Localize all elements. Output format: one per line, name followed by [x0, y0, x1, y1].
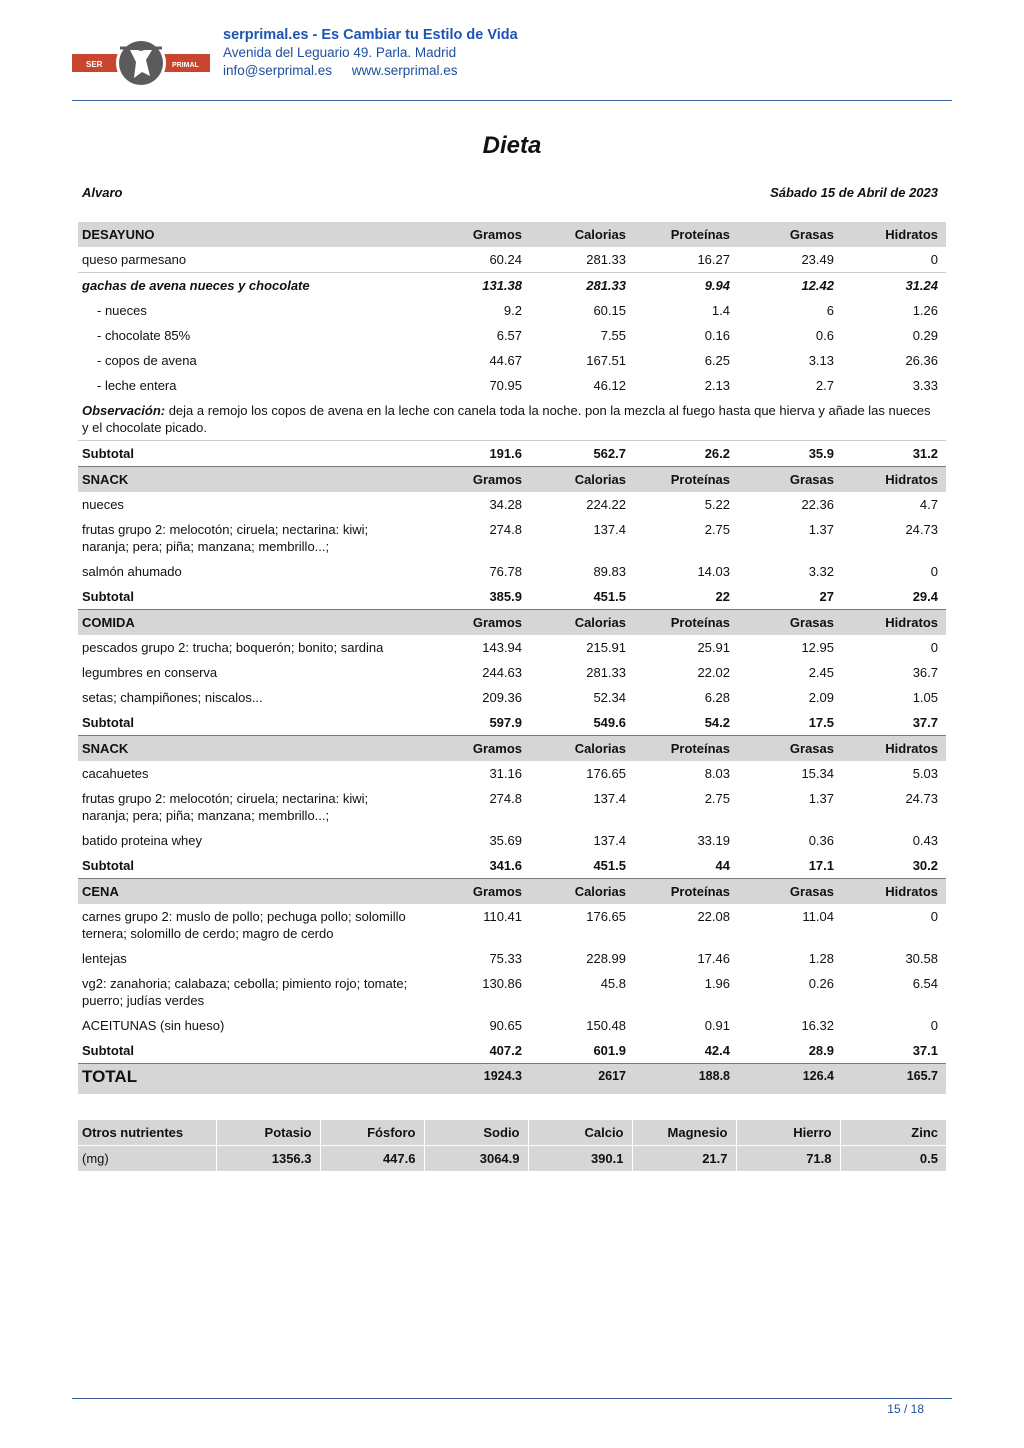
- food-value: 0.91: [704, 1018, 730, 1033]
- subtotal-value: 37.1: [842, 1038, 946, 1064]
- recipe-value: 9.94: [634, 273, 738, 299]
- ingredient-value: 167.51: [586, 353, 626, 368]
- ingredient-value: 9.2: [503, 303, 522, 318]
- subtotal-value: 44: [634, 853, 738, 879]
- column-header: Grasas: [738, 467, 842, 493]
- column-header: Grasas: [738, 736, 842, 762]
- ingredient-name: - nueces: [97, 303, 147, 318]
- column-header: Hidratos: [842, 467, 946, 493]
- diet-table: [78, 222, 946, 1094]
- meal-name: CENA: [78, 879, 426, 905]
- food-row: [78, 786, 946, 828]
- food-name: carnes grupo 2: muslo de pollo; pechuga pollo; solomillo ternera; solomillo de cerdo; magro de cerdo: [82, 909, 406, 941]
- ingredient-value: 1.26: [912, 303, 938, 318]
- food-value: 1.28: [808, 951, 834, 966]
- column-header: Gramos: [426, 736, 530, 762]
- nutrient-header-zinc: Zinc: [840, 1120, 946, 1146]
- ingredient-name: - copos de avena: [97, 353, 197, 368]
- food-name: cacahuetes: [82, 766, 149, 781]
- observation-row: [78, 398, 946, 441]
- ingredient-value: 1.4: [711, 303, 730, 318]
- subtotal-value: 35.9: [738, 441, 842, 467]
- food-name: ACEITUNAS (sin hueso): [82, 1018, 225, 1033]
- food-name: salmón ahumado: [82, 564, 182, 579]
- subtotal-value: 28.9: [738, 1038, 842, 1064]
- food-row: [78, 946, 946, 971]
- food-value: 12.95: [801, 640, 834, 655]
- client-name: Alvaro: [82, 185, 123, 200]
- ingredient-value: 2.7: [815, 378, 834, 393]
- subtotal-value: 27: [738, 584, 842, 610]
- food-value: 3.32: [808, 564, 834, 579]
- footer-divider: [72, 1398, 952, 1399]
- subtotal-value: 29.4: [842, 584, 946, 610]
- nutrient-value-fosforo: 447.6: [320, 1146, 424, 1172]
- food-value: 209.36: [482, 690, 522, 705]
- subtotal-label: Subtotal: [78, 441, 426, 467]
- food-value: 60.24: [489, 252, 522, 267]
- serprimal-logo: [72, 32, 210, 92]
- food-value: 215.91: [586, 640, 626, 655]
- diet-table-body: [78, 222, 946, 1094]
- subtotal-label: Subtotal: [78, 710, 426, 736]
- recipe-row: [78, 273, 946, 299]
- subtotal-value: 549.6: [530, 710, 634, 736]
- food-value: 14.03: [697, 564, 730, 579]
- food-value: 244.63: [482, 665, 522, 680]
- ingredient-value: 6.57: [496, 328, 522, 343]
- company-website[interactable]: www.serprimal.es: [351, 63, 458, 78]
- food-value: 16.27: [697, 252, 730, 267]
- subtotal-value: 26.2: [634, 441, 738, 467]
- food-value: 2.75: [704, 522, 730, 537]
- column-header: Proteínas: [634, 467, 738, 493]
- subtotal-row: [78, 584, 946, 610]
- nutrient-header-potasio: Potasio: [216, 1120, 320, 1146]
- observation-text: deja a remojo los copos de avena en la leche con canela toda la noche. pon la mezcla al fuego hasta que hierva y añade las nueces y el chocolate picado.: [82, 403, 931, 435]
- food-value: 52.34: [593, 690, 626, 705]
- meal-header-row: [78, 879, 946, 905]
- header-divider: [72, 100, 952, 101]
- food-value: 15.34: [801, 766, 834, 781]
- food-name: lentejas: [82, 951, 127, 966]
- subtotal-value: 385.9: [426, 584, 530, 610]
- food-value: 11.04: [802, 909, 834, 924]
- column-header: Hidratos: [842, 222, 946, 247]
- recipe-name: gachas de avena nueces y chocolate: [78, 273, 426, 299]
- nutrient-header-magnesio: Magnesio: [632, 1120, 736, 1146]
- subtotal-value: 601.9: [530, 1038, 634, 1064]
- page-number: 15 / 18: [887, 1402, 924, 1416]
- ingredient-value: 26.36: [905, 353, 938, 368]
- food-row: [78, 660, 946, 685]
- nutrients-header-row: [78, 1120, 946, 1146]
- food-value: 281.33: [586, 665, 626, 680]
- column-header: Calorias: [530, 879, 634, 905]
- company-email[interactable]: info@serprimal.es: [223, 63, 332, 78]
- food-value: 89.83: [593, 564, 626, 579]
- ingredient-value: 0.16: [704, 328, 730, 343]
- food-row: [78, 904, 946, 946]
- nutrients-unit: (mg): [78, 1146, 216, 1172]
- food-value: 90.65: [489, 1018, 522, 1033]
- ingredient-value: 6.25: [704, 353, 730, 368]
- food-value: 143.94: [482, 640, 522, 655]
- nutrient-value-sodio: 3064.9: [424, 1146, 528, 1172]
- recipe-value: 31.24: [842, 273, 946, 299]
- food-value: 137.4: [593, 833, 626, 848]
- column-header: Calorias: [530, 736, 634, 762]
- recipe-value: 281.33: [530, 273, 634, 299]
- company-contact: [223, 62, 518, 80]
- food-value: 17.46: [697, 951, 730, 966]
- total-value: 188.8: [634, 1064, 738, 1095]
- logo-text-right: PRIMAL: [172, 62, 199, 69]
- subtotal-value: 17.5: [738, 710, 842, 736]
- nutrient-header-sodio: Sodio: [424, 1120, 528, 1146]
- food-row: [78, 247, 946, 273]
- meal-name: COMIDA: [78, 610, 426, 636]
- food-value: 24.73: [905, 522, 938, 537]
- food-name: legumbres en conserva: [82, 665, 218, 680]
- nutrients-values-row: [78, 1146, 946, 1172]
- food-value: 0: [930, 909, 938, 924]
- company-name: serprimal.es - Es Cambiar tu Estilo de Vida: [223, 27, 518, 43]
- food-name: batido proteina whey: [82, 833, 202, 848]
- food-name: queso parmesano: [82, 252, 187, 267]
- column-header: Hidratos: [842, 736, 946, 762]
- food-value: 4.7: [919, 497, 938, 512]
- subtotal-row: [78, 853, 946, 879]
- company-info: [223, 26, 518, 80]
- food-value: 150.48: [586, 1018, 626, 1033]
- food-value: 0: [930, 1018, 938, 1033]
- food-row: [78, 635, 946, 660]
- food-name: setas; champiñones; niscalos...: [82, 690, 263, 705]
- food-value: 6.28: [704, 690, 730, 705]
- nutrient-value-potasio: 1356.3: [216, 1146, 320, 1172]
- subtotal-value: 31.2: [842, 441, 946, 467]
- food-value: 30.58: [905, 951, 938, 966]
- column-header: Grasas: [738, 222, 842, 247]
- food-value: 33.19: [697, 833, 730, 848]
- nutrient-header-fosforo: Fósforo: [320, 1120, 424, 1146]
- nutrient-value-hierro: 71.8: [736, 1146, 840, 1172]
- subtotal-value: 22: [634, 584, 738, 610]
- column-header: Proteínas: [634, 736, 738, 762]
- column-header: Hidratos: [842, 610, 946, 636]
- food-value: 45.8: [600, 976, 626, 991]
- column-header: Calorias: [530, 610, 634, 636]
- food-value: 274.8: [489, 522, 522, 537]
- subtotal-value: 37.7: [842, 710, 946, 736]
- food-value: 34.28: [489, 497, 522, 512]
- food-value: 2.09: [808, 690, 834, 705]
- column-header: Gramos: [426, 222, 530, 247]
- food-value: 35.69: [489, 833, 522, 848]
- nutrient-header-calcio: Calcio: [528, 1120, 632, 1146]
- ingredient-row: [78, 298, 946, 323]
- ingredient-value: 2.13: [704, 378, 730, 393]
- subtotal-value: 30.2: [842, 853, 946, 879]
- subtotal-label: Subtotal: [78, 853, 426, 879]
- page-title: Dieta: [482, 132, 542, 159]
- food-row: [78, 761, 946, 786]
- food-value: 1.37: [808, 522, 834, 537]
- subtotal-value: 341.6: [426, 853, 530, 879]
- food-value: 8.03: [704, 766, 730, 781]
- food-row: [78, 828, 946, 853]
- total-value: 1924.3: [426, 1064, 530, 1095]
- food-value: 24.73: [905, 791, 938, 806]
- subtotal-row: [78, 710, 946, 736]
- ingredient-value: 60.15: [593, 303, 626, 318]
- subtotal-value: 191.6: [426, 441, 530, 467]
- food-value: 176.65: [586, 766, 626, 781]
- meal-header-row: [78, 736, 946, 762]
- food-row: [78, 685, 946, 710]
- observation: [78, 398, 946, 441]
- column-header: Gramos: [426, 467, 530, 493]
- nutrient-value-zinc: 0.5: [840, 1146, 946, 1172]
- company-address: Avenida del Leguario 49. Parla. Madrid: [223, 45, 457, 60]
- ingredient-name: - leche entera: [97, 378, 177, 393]
- meal-header-row: [78, 222, 946, 247]
- food-value: 0: [930, 252, 938, 267]
- nutrient-value-magnesio: 21.7: [632, 1146, 736, 1172]
- food-value: 281.33: [586, 252, 626, 267]
- food-value: 22.02: [697, 665, 730, 680]
- food-value: 1.37: [808, 791, 834, 806]
- food-row: [78, 517, 946, 559]
- food-row: [78, 492, 946, 517]
- food-name: vg2: zanahoria; calabaza; cebolla; pimiento rojo; tomate; puerro; judías verdes: [82, 976, 408, 1008]
- meal-header-row: [78, 467, 946, 493]
- ingredient-value: 0.6: [815, 328, 834, 343]
- food-value: 22.36: [801, 497, 834, 512]
- other-nutrients-table: [78, 1120, 946, 1171]
- meal-header-row: [78, 610, 946, 636]
- total-label: TOTAL: [78, 1064, 426, 1095]
- column-header: Grasas: [738, 610, 842, 636]
- food-value: 0.43: [912, 833, 938, 848]
- ingredient-value: 6: [826, 303, 834, 318]
- food-value: 1.05: [912, 690, 938, 705]
- food-value: 76.78: [489, 564, 522, 579]
- subtotal-value: 597.9: [426, 710, 530, 736]
- nutrients-header-label: Otros nutrientes: [78, 1120, 216, 1146]
- food-value: 2.75: [704, 791, 730, 806]
- column-header: Gramos: [426, 879, 530, 905]
- subtotal-value: 407.2: [426, 1038, 530, 1064]
- nutrient-value-calcio: 390.1: [528, 1146, 632, 1172]
- column-header: Calorias: [530, 467, 634, 493]
- food-value: 0: [930, 640, 938, 655]
- column-header: Proteínas: [634, 222, 738, 247]
- ingredient-value: 70.95: [489, 378, 522, 393]
- total-value: 2617: [530, 1064, 634, 1095]
- page-header: [72, 26, 952, 100]
- food-value: 23.49: [801, 252, 834, 267]
- food-value: 110.41: [483, 909, 522, 924]
- food-value: 22.08: [697, 909, 730, 924]
- column-header: Proteínas: [634, 610, 738, 636]
- ingredient-value: 0.29: [912, 328, 938, 343]
- food-value: 228.99: [586, 951, 626, 966]
- food-value: 36.7: [912, 665, 938, 680]
- subtotal-label: Subtotal: [78, 1038, 426, 1064]
- meal-name: SNACK: [78, 736, 426, 762]
- subtotal-value: 451.5: [530, 853, 634, 879]
- food-value: 130.86: [482, 976, 522, 991]
- meal-name: SNACK: [78, 467, 426, 493]
- ingredient-row: [78, 323, 946, 348]
- ingredient-name: - chocolate 85%: [97, 328, 191, 343]
- column-header: Calorias: [530, 222, 634, 247]
- total-value: 165.7: [842, 1064, 946, 1095]
- recipe-value: 131.38: [426, 273, 530, 299]
- subtotal-value: 54.2: [634, 710, 738, 736]
- ingredient-value: 46.12: [593, 378, 626, 393]
- food-value: 137.4: [593, 791, 626, 806]
- subtotal-value: 451.5: [530, 584, 634, 610]
- food-value: 0: [930, 564, 938, 579]
- food-value: 25.91: [697, 640, 730, 655]
- food-value: 274.8: [489, 791, 522, 806]
- subtotal-value: 17.1: [738, 853, 842, 879]
- nutrient-header-hierro: Hierro: [736, 1120, 840, 1146]
- recipe-value: 12.42: [738, 273, 842, 299]
- food-value: 224.22: [586, 497, 626, 512]
- column-header: Grasas: [738, 879, 842, 905]
- ingredient-row: [78, 348, 946, 373]
- column-header: Hidratos: [842, 879, 946, 905]
- ingredient-value: 44.67: [489, 353, 522, 368]
- food-value: 16.32: [801, 1018, 834, 1033]
- food-value: 176.65: [586, 909, 626, 924]
- food-value: 6.54: [912, 976, 938, 991]
- food-value: 75.33: [489, 951, 522, 966]
- ingredient-value: 7.55: [600, 328, 626, 343]
- food-value: 0.36: [808, 833, 834, 848]
- food-name: frutas grupo 2: melocotón; ciruela; nectarina: kiwi; naranja; pera; piña; manzana; membrillo...;: [82, 522, 369, 554]
- ingredient-value: 3.13: [808, 353, 834, 368]
- food-name: nueces: [82, 497, 124, 512]
- food-value: 5.03: [912, 766, 938, 781]
- column-header: Proteínas: [634, 879, 738, 905]
- subtotal-value: 562.7: [530, 441, 634, 467]
- observation-label: Observación:: [82, 403, 166, 418]
- ingredient-value: 3.33: [912, 378, 938, 393]
- food-row: [78, 559, 946, 584]
- food-value: 1.96: [704, 976, 730, 991]
- food-value: 31.16: [489, 766, 522, 781]
- meal-name: DESAYUNO: [78, 222, 426, 247]
- diet-date: Sábado 15 de Abril de 2023: [770, 185, 938, 200]
- column-header: Gramos: [426, 610, 530, 636]
- logo-text-left: SER: [86, 60, 103, 69]
- food-row: [78, 971, 946, 1013]
- subtotal-row: [78, 441, 946, 467]
- food-value: 5.22: [704, 497, 730, 512]
- food-name: frutas grupo 2: melocotón; ciruela; nectarina: kiwi; naranja; pera; piña; manzana; membrillo...;: [82, 791, 369, 823]
- food-value: 2.45: [808, 665, 834, 680]
- food-name: pescados grupo 2: trucha; boquerón; bonito; sardina: [82, 640, 384, 655]
- food-value: 137.4: [593, 522, 626, 537]
- total-row: [78, 1064, 946, 1095]
- total-value: 126.4: [738, 1064, 842, 1095]
- food-row: [78, 1013, 946, 1038]
- subtotal-label: Subtotal: [78, 584, 426, 610]
- ingredient-row: [78, 373, 946, 398]
- subtotal-row: [78, 1038, 946, 1064]
- food-value: 0.26: [808, 976, 834, 991]
- subtotal-value: 42.4: [634, 1038, 738, 1064]
